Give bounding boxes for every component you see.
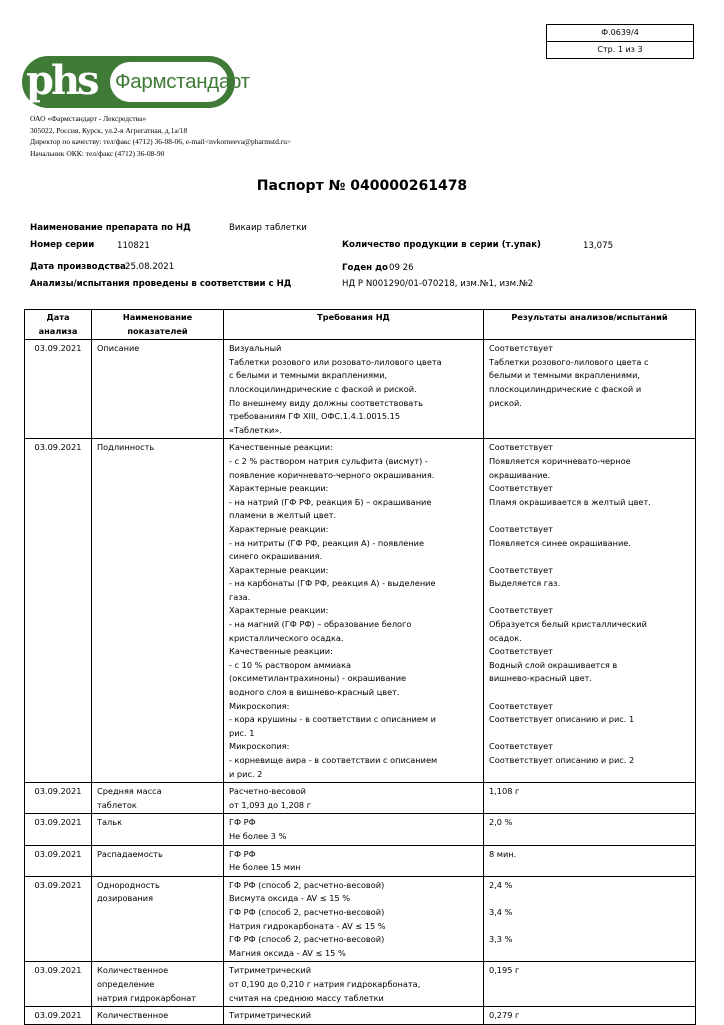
cell-line: Количественное xyxy=(97,965,169,976)
cell-line: 8 мин. xyxy=(489,848,517,859)
cell-date xyxy=(25,439,92,783)
address-line: Начальник ОКК: тел/факс (4712) 36-08-90 xyxy=(30,148,165,158)
cell-line: Соответствует xyxy=(489,605,553,616)
cell-line: плоскоцилиндрические с фаской и риской. xyxy=(229,383,417,394)
cell-line: Средняя масса xyxy=(97,786,162,797)
cell-line: Подлинность xyxy=(97,442,155,453)
cell-line: 03.09.2021 xyxy=(34,442,82,453)
cell-line: - на карбонаты (ГФ РФ, реакция А) - выделение xyxy=(229,578,436,589)
cell-line: осадок. xyxy=(489,632,522,643)
drug-name-value: Викаир таблетки xyxy=(229,223,307,233)
cell-result xyxy=(484,876,696,962)
cell-line xyxy=(489,920,690,934)
cell-date xyxy=(25,845,92,876)
quantity-value: 13,075 xyxy=(583,241,614,251)
logo-brand-name: Фармстандарт xyxy=(115,70,250,93)
cell-line: Соответствует xyxy=(489,564,553,575)
cell-line: ГФ РФ (способ 2, расчетно-весовой) xyxy=(229,879,385,890)
logo-monogram: phs xyxy=(26,57,97,104)
address-line: ОАО «Фармстандарт - Лексредства» xyxy=(30,114,147,123)
cell-line: - с 2 % раствором натрия сульфита (висмут) - xyxy=(229,455,428,466)
cell-indicator xyxy=(92,845,224,876)
cell-line: дозирования xyxy=(97,893,153,904)
cell-line: Соответствует xyxy=(489,646,553,657)
table-row xyxy=(25,439,696,783)
cell-line: определение xyxy=(97,978,155,989)
table-row xyxy=(25,340,696,439)
cell-line: ГФ РФ xyxy=(229,817,256,828)
cell-line: рис. 1 xyxy=(229,727,255,738)
cell-date xyxy=(25,962,92,1007)
cell-line: Качественные реакции: xyxy=(229,646,333,657)
cell-result xyxy=(484,439,696,783)
cell-line: плоскоцилиндрические с фаской и xyxy=(489,383,642,394)
cell-line: 2,0 % xyxy=(489,817,513,828)
cell-line xyxy=(489,509,690,523)
cell-indicator xyxy=(92,439,224,783)
cell-line xyxy=(489,591,690,605)
cell-line: 03.09.2021 xyxy=(34,1010,82,1021)
cell-result xyxy=(484,814,696,845)
cell-line xyxy=(489,892,690,906)
cell-line: Визуальный xyxy=(229,343,282,354)
cell-line: окрашивание. xyxy=(489,469,551,480)
cell-line: считая на среднюю массу таблетки xyxy=(229,992,384,1003)
cell-line: Соответствует xyxy=(489,741,553,752)
cell-line: Описание xyxy=(97,343,140,354)
cell-result xyxy=(484,1007,696,1025)
cell-line: с белыми и темными вкраплениями, xyxy=(229,370,388,381)
cell-line: Таблетки розового или розовато-лилового цвета xyxy=(229,356,442,367)
cell-line: Характерные реакции: xyxy=(229,605,329,616)
cell-line: Соответствует xyxy=(489,483,553,494)
cell-line: 3,4 % xyxy=(489,906,513,917)
valid-until-value: 09 26 xyxy=(389,263,414,273)
cell-line: - на натрий (ГФ РФ, реакция Б) – окрашивание xyxy=(229,496,432,507)
cell-line: газа. xyxy=(229,591,251,602)
table-row xyxy=(25,962,696,1007)
cell-line: Соответствует описанию и рис. 2 xyxy=(489,755,635,765)
cell-line: 3,3 % xyxy=(489,934,513,945)
cell-line: Соответствует описанию и рис. 1 xyxy=(489,714,635,725)
cell-line: 2,4 % xyxy=(489,879,513,890)
cell-requirement xyxy=(224,876,484,962)
cell-line: Титриметрический xyxy=(229,1010,312,1021)
cell-date xyxy=(25,814,92,845)
valid-until-label: Годен до xyxy=(342,263,388,273)
cell-line: Качественные реакции: xyxy=(229,442,333,453)
cell-requirement xyxy=(224,1007,484,1025)
cell-result xyxy=(484,845,696,876)
form-number-box xyxy=(546,24,694,59)
cell-date xyxy=(25,783,92,814)
cell-line: Выделяется газ. xyxy=(489,578,561,589)
cell-result xyxy=(484,962,696,1007)
nd-value: НД Р N001290/01-070218, изм.№1, изм.№2 xyxy=(342,279,534,289)
cell-requirement xyxy=(224,340,484,439)
cell-line: Характерные реакции: xyxy=(229,523,329,534)
table-row xyxy=(25,783,696,814)
cell-line: Соответствует xyxy=(489,442,553,453)
cell-date xyxy=(25,340,92,439)
cell-line: требованиям ГФ XIII, ОФС.1.4.1.0015.15 xyxy=(229,411,401,422)
cell-line: Расчетно-весовой xyxy=(229,786,306,797)
cell-line: Таблетки розового-лилового цвета с xyxy=(489,356,649,367)
cell-line: водного слоя в вишнево-красный цвет. xyxy=(229,687,400,698)
cell-line: и рис. 2 xyxy=(229,768,263,779)
cell-line: Соответствует xyxy=(489,343,553,354)
cell-indicator xyxy=(92,814,224,845)
cell-line: По внешнему виду должны соответствовать xyxy=(229,397,423,408)
column-header-results: Результаты анализов/испытаний xyxy=(484,310,696,340)
cell-requirement xyxy=(224,962,484,1007)
cell-line: Количественное xyxy=(97,1010,169,1021)
cell-line: Пламя окрашивается в желтый цвет. xyxy=(489,496,651,507)
cell-line: Микроскопия: xyxy=(229,741,290,752)
cell-line: натрия гидрокарбонат xyxy=(97,992,197,1003)
cell-line: Образуется белый кристаллический xyxy=(489,619,647,630)
cell-line: ГФ РФ xyxy=(229,848,256,859)
company-logo xyxy=(22,56,250,108)
cell-line: Водный слой окрашивается в xyxy=(489,659,618,670)
cell-line: Тальк xyxy=(97,817,123,828)
table-row xyxy=(25,845,696,876)
cell-line xyxy=(489,727,690,741)
cell-line: таблеток xyxy=(97,799,137,810)
cell-result xyxy=(484,783,696,814)
cell-line: Появляется коричневато-черное xyxy=(489,455,631,466)
production-date-label: Дата производства xyxy=(30,262,126,272)
page-title: Паспорт № 040000261478 xyxy=(256,178,468,194)
page-indicator: Стр. 1 из 3 xyxy=(547,41,693,58)
cell-requirement xyxy=(224,783,484,814)
cell-line: - на нитриты (ГФ РФ, реакция А) - появление xyxy=(229,537,425,548)
cell-line: (оксиметилантрахиноны) - окрашивание xyxy=(229,673,407,684)
table-row xyxy=(25,1007,696,1025)
table-body xyxy=(25,340,696,1025)
cell-line: появление коричневато-черного окрашивания. xyxy=(229,469,435,480)
production-date-value: 25.08.2021 xyxy=(125,262,175,272)
cell-line: пламени в желтый цвет. xyxy=(229,510,337,521)
cell-line: 03.09.2021 xyxy=(34,343,82,354)
cell-indicator xyxy=(92,876,224,962)
series-label: Номер серии xyxy=(30,240,95,250)
cell-line: ГФ РФ (способ 2, расчетно-весовой) xyxy=(229,934,385,945)
cell-line: Однородность xyxy=(97,879,160,890)
cell-line: ГФ РФ (способ 2, расчетно-весовой) xyxy=(229,906,385,917)
form-code: Ф.0639/4 xyxy=(601,28,639,37)
cell-line: 03.09.2021 xyxy=(34,848,82,859)
cell-line: от 1,093 до 1,208 г xyxy=(229,799,312,810)
cell-line xyxy=(489,550,690,564)
cell-requirement xyxy=(224,814,484,845)
cell-requirement xyxy=(224,845,484,876)
cell-indicator xyxy=(92,340,224,439)
table-row xyxy=(25,814,696,845)
column-header-requirements: Требования НД xyxy=(224,310,484,340)
cell-line: кристаллического осадка. xyxy=(229,632,344,643)
cell-date xyxy=(25,876,92,962)
cell-indicator xyxy=(92,1007,224,1025)
cell-line: Висмута оксида - AV ≤ 15 % xyxy=(229,893,351,904)
quantity-label: Количество продукции в серии (т.упак) xyxy=(342,240,541,250)
cell-line: 0,195 г xyxy=(489,965,520,976)
cell-line: Магния оксида - AV ≤ 15 % xyxy=(229,947,346,958)
cell-line: Соответствует xyxy=(489,523,553,534)
cell-line: Появляется синее окрашивание. xyxy=(489,537,631,548)
cell-line: 0,279 г xyxy=(489,1010,520,1021)
cell-line: - с 10 % раствором аммиака xyxy=(229,659,352,670)
cell-line: синего окрашивания. xyxy=(229,551,323,562)
cell-line: Соответствует xyxy=(489,700,553,711)
cell-line xyxy=(489,686,690,700)
cell-line: риской. xyxy=(489,397,522,408)
cell-line: «Таблетки». xyxy=(229,424,282,435)
series-value: 110821 xyxy=(117,241,150,251)
cell-line: 03.09.2021 xyxy=(34,965,82,976)
cell-line: - корневище аира - в соответствии с описанием xyxy=(229,755,438,765)
nd-label: Анализы/испытания проведены в соответствии с НД xyxy=(30,279,292,289)
cell-line: Распадаемость xyxy=(97,848,163,859)
cell-line: Характерные реакции: xyxy=(229,483,329,494)
cell-line: Характерные реакции: xyxy=(229,564,329,575)
column-header-date: Дата анализа xyxy=(25,310,92,340)
cell-line: вишнево-красный цвет. xyxy=(489,673,593,684)
cell-line: 1,108 г xyxy=(489,786,520,797)
address-line: 305022, Россия, Курск, ул.2-я Агрегатная, д.1а/18 xyxy=(30,125,188,135)
cell-line: 03.09.2021 xyxy=(34,786,82,797)
table-header-row xyxy=(25,310,696,340)
address-line: Директор по качеству: тел/факс (4712) 36-08-06, e-mail<nvkorneeva@pharmstd.ru> xyxy=(30,137,292,146)
column-header-indicator: Наименование показателей xyxy=(92,310,224,340)
cell-line: - кора крушины - в соответствии с описанием и xyxy=(229,714,436,725)
cell-line: - на магний (ГФ РФ) – образование белого xyxy=(229,619,412,630)
cell-requirement xyxy=(224,439,484,783)
cell-indicator xyxy=(92,962,224,1007)
cell-line: Не более 15 мин xyxy=(229,862,301,873)
cell-line: 03.09.2021 xyxy=(34,879,82,890)
drug-name-label: Наименование препарата по НД xyxy=(30,223,191,233)
cell-line: белыми и темными вкраплениями, xyxy=(489,370,641,381)
cell-line: 03.09.2021 xyxy=(34,817,82,828)
cell-line: от 0,190 до 0,210 г натрия гидрокарбоната, xyxy=(229,978,421,989)
cell-result xyxy=(484,340,696,439)
table-row xyxy=(25,876,696,962)
cell-date xyxy=(25,1007,92,1025)
cell-line: Не более 3 % xyxy=(229,830,287,841)
cell-line: Титриметрический xyxy=(229,965,312,976)
company-address-block xyxy=(30,113,291,159)
cell-line: Натрия гидрокарбоната - AV ≤ 15 % xyxy=(229,920,386,931)
analysis-table xyxy=(24,309,696,1025)
cell-indicator xyxy=(92,783,224,814)
cell-line: Микроскопия: xyxy=(229,700,290,711)
